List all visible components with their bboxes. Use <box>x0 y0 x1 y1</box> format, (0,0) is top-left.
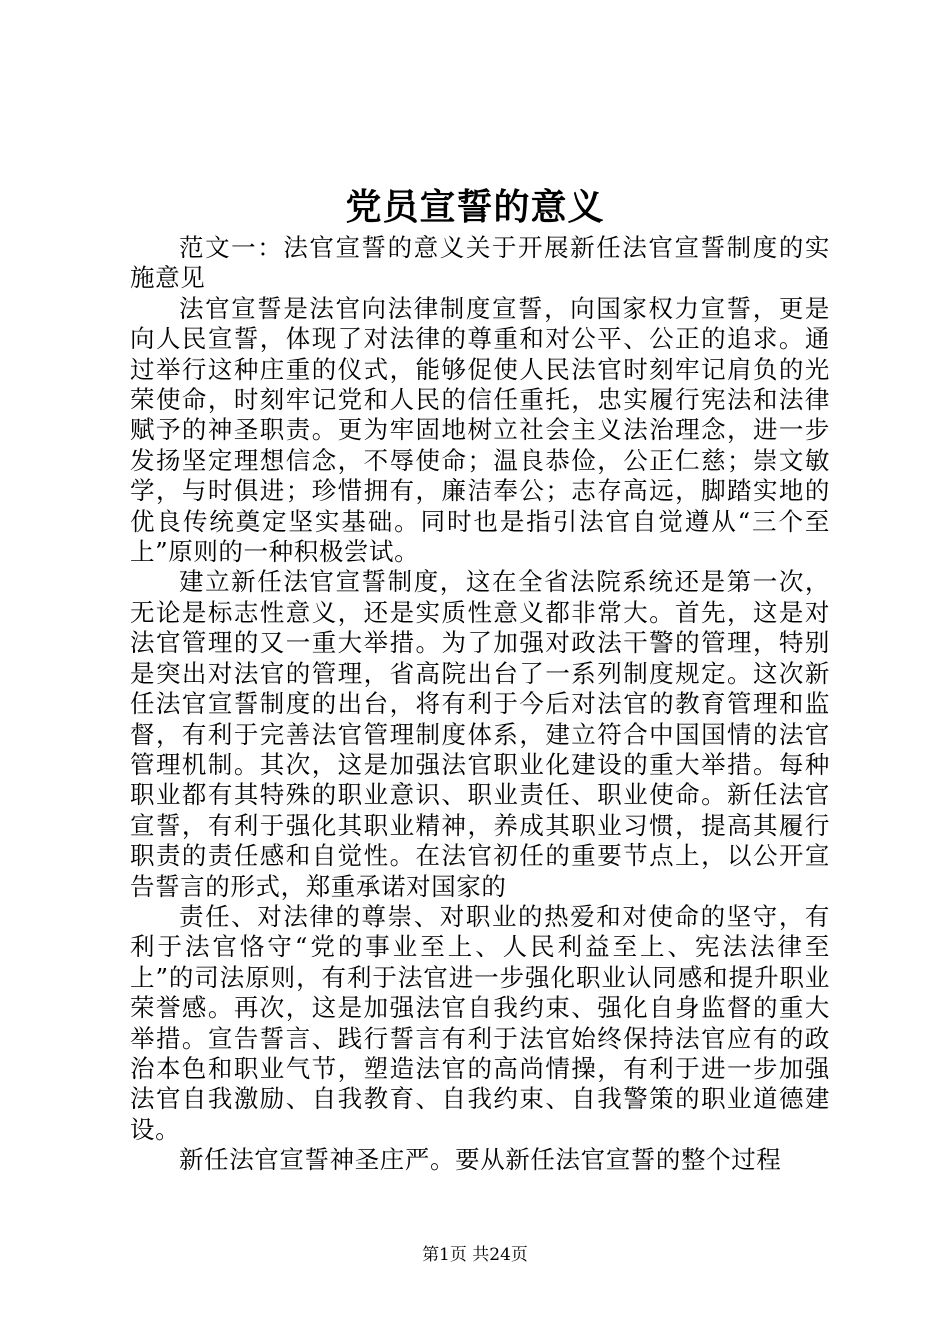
paragraph: 法官宣誓是法官向法律制度宣誓，向国家权力宣誓，更是向人民宣誓，体现了对法律的尊重和对公平、公正的追求。通过举行这种庄重的仪式，能够促使人民法官时刻牢记肩负的光荣使命，时刻牢记党和人民的信任重托，忠实履行宪法和法律赋予的神圣职责。更为牢固地树立社会主义法治理念，进一步发扬坚定理想信念，不辱使命；温良恭俭，公正仁慈；崇文敏学，与时俱进；珍惜拥有，廉洁奉公；志存高远，脚踏实地的优良传统奠定坚实基础。同时也是指引法官自觉遵从“三个至上”原则的一种积极尝试。 <box>130 293 830 567</box>
paragraph: 范文一：法官宣誓的意义关于开展新任法官宣誓制度的实施意见 <box>130 233 830 293</box>
paragraph: 新任法官宣誓神圣庄严。要从新任法官宣誓的整个过程 <box>179 1145 782 1175</box>
document-body <box>130 233 830 1176</box>
paragraph: 责任、对法律的尊崇、对职业的热爱和对使命的坚守，有利于法官恪守“党的事业至上、人民利益至上、宪法法律至上”的司法原则，有利于法官进一步强化职业认同感和提升职业荣誉感。再次，这是加强法官自我约束、强化自身监督的重大举措。宣告誓言、践行誓言有利于法官始终保持法官应有的政治本色和职业气节，塑造法官的高尚情操，有利于进一步加强法官自我激励、自我教育、自我约束、自我警策的职业道德建设。 <box>130 901 830 1144</box>
page-number-footer: 第1页 共24页 <box>422 1245 528 1265</box>
paragraph: 建立新任法官宣誓制度，这在全省法院系统还是第一次，无论是标志性意义，还是实质性意义都非常大。首先，这是对法官管理的又一重大举措。为了加强对政法干警的管理，特别是突出对法官的管理，省高院出台了一系列制度规定。这次新任法官宣誓制度的出台，将有利于今后对法官的教育管理和监督，有利于完善法官管理制度体系，建立符合中国国情的法官管理机制。其次，这是加强法官职业化建设的重大举措。每种职业都有其特殊的职业意识、职业责任、职业使命。新任法官宣誓，有利于强化其职业精神，养成其职业习惯，提高其履行职责的责任感和自觉性。在法官初任的重要节点上，以公开宣告誓言的形式，郑重承诺对国家的 <box>130 567 830 901</box>
page-title: 党员宣誓的意义 <box>345 186 605 228</box>
